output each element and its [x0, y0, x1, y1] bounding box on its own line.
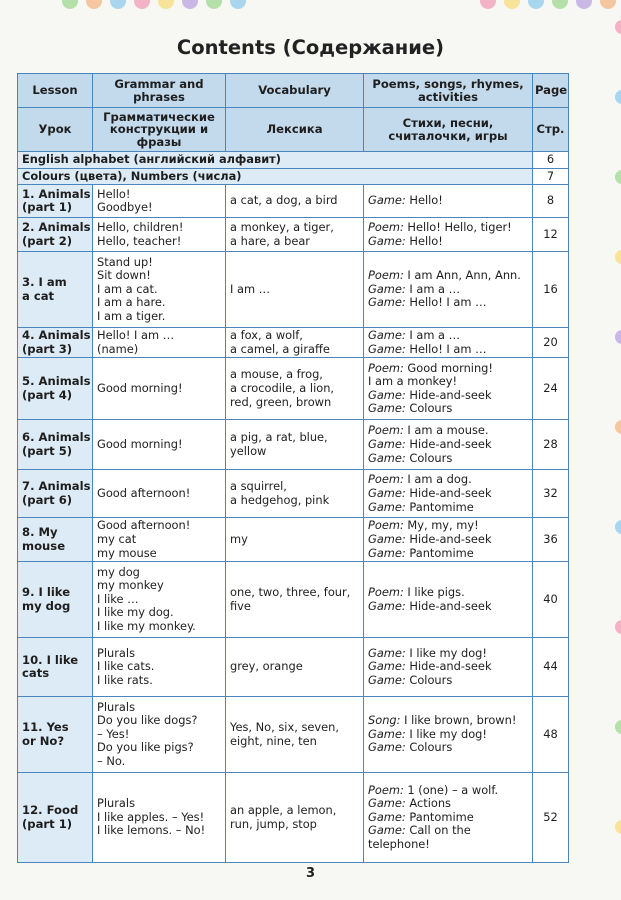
grammar-line: I like my monkey. — [97, 619, 196, 634]
activity-line — [368, 402, 528, 416]
vocabulary-line: run, jump, stop — [230, 816, 317, 831]
lesson-row — [18, 358, 569, 420]
activity-text: Colours — [409, 672, 453, 687]
activity-line — [368, 375, 528, 389]
activity-text: My, my, my! — [407, 518, 479, 533]
activities-cell — [364, 773, 533, 863]
activity-line — [368, 674, 528, 688]
activity-text: Call on the — [409, 823, 471, 838]
vocabulary-line: a hedgehog, pink — [230, 492, 330, 507]
activities-cell — [364, 638, 533, 697]
activity-label: Game: — [368, 531, 406, 546]
activity-line — [368, 343, 528, 357]
grammar-line: Do you like dogs? — [97, 713, 198, 728]
vocabulary-line: a fox, a wolf, — [230, 328, 303, 343]
activity-line — [368, 452, 528, 466]
activity-line — [368, 824, 528, 838]
grammar-line: Good morning! — [97, 381, 183, 396]
activity-text: Pantomime — [409, 545, 474, 560]
activity-line — [368, 586, 528, 600]
vocabulary-line: red, green, brown — [230, 394, 332, 409]
grammar-line: my dog — [97, 564, 140, 579]
activities-cell — [364, 218, 533, 252]
vocabulary-cell — [226, 638, 364, 697]
contents-body — [18, 152, 569, 863]
activity-label: Poem: — [368, 585, 404, 600]
section-row — [18, 168, 569, 185]
grammar-line: Plurals — [97, 645, 136, 660]
activity-label: Poem: — [368, 782, 404, 797]
grammar-cell — [93, 185, 226, 218]
grammar-line: I like … — [97, 591, 139, 606]
grammar-line: my mouse — [97, 545, 157, 560]
activity-text: I like my dog! — [409, 645, 487, 660]
grammar-cell — [93, 358, 226, 420]
activity-label: Game: — [368, 295, 406, 310]
vocabulary-line: a cat, a dog, a bird — [230, 193, 338, 208]
header-row-english — [18, 74, 569, 108]
activity-text: I am a monkey! — [368, 374, 458, 389]
activity-line — [368, 811, 528, 825]
lesson-row — [18, 518, 569, 562]
header-poems-ru: Стихи, песни, считалочки, игры — [364, 108, 533, 152]
activity-label: Game: — [368, 281, 406, 296]
lesson-title-line: 10. I like — [22, 652, 79, 667]
grammar-line: I like lemons. – No! — [97, 823, 206, 838]
activity-label: Poem: — [368, 423, 404, 438]
header-page: Page — [533, 74, 569, 108]
section-title: Colours (цвета), Numbers (числа) — [18, 168, 533, 185]
header-vocabulary-ru: Лексика — [226, 108, 364, 152]
grammar-cell — [93, 470, 226, 518]
header-poems: Poems, songs, rhymes, activities — [364, 74, 533, 108]
lesson-title-line: 12. Food — [22, 803, 79, 818]
activity-text: Hide-and-seek — [409, 486, 492, 501]
lesson-title — [18, 218, 93, 252]
activity-line — [368, 235, 528, 249]
activity-text: I like brown, brown! — [404, 713, 517, 728]
grammar-line: Stand up! — [97, 254, 153, 269]
activity-label: Game: — [368, 401, 406, 416]
vocabulary-line: I am … — [230, 281, 271, 296]
activity-line — [368, 660, 528, 674]
activity-text: Hide-and-seek — [409, 531, 492, 546]
lesson-title — [18, 185, 93, 218]
lesson-title-line: mouse — [22, 538, 66, 553]
vocabulary-cell — [226, 328, 364, 358]
grammar-cell — [93, 562, 226, 638]
activity-label: Song: — [368, 713, 401, 728]
grammar-cell — [93, 518, 226, 562]
activity-line — [368, 438, 528, 452]
activity-label: Game: — [368, 341, 406, 356]
activity-label: Game: — [368, 659, 406, 674]
activity-text: Hide-and-seek — [409, 387, 492, 402]
vocabulary-line: eight, nine, ten — [230, 733, 317, 748]
activity-label: Game: — [368, 796, 406, 811]
section-page: 7 — [533, 168, 569, 185]
page-cell: 32 — [533, 470, 569, 518]
lesson-row — [18, 328, 569, 358]
activity-line — [368, 487, 528, 501]
grammar-line: I like my dog. — [97, 605, 174, 620]
vocabulary-cell — [226, 697, 364, 773]
activity-label: Game: — [368, 809, 406, 824]
lesson-title — [18, 773, 93, 863]
vocabulary-line: grey, orange — [230, 659, 303, 674]
header-row-russian — [18, 108, 569, 152]
grammar-cell — [93, 773, 226, 863]
section-title: English alphabet (английский алфавит) — [18, 152, 533, 169]
page-cell: 48 — [533, 697, 569, 773]
grammar-line: – No. — [97, 754, 126, 769]
activity-label: Poem: — [368, 268, 404, 283]
grammar-line: I like cats. — [97, 659, 155, 674]
grammar-line: I am a tiger. — [97, 309, 166, 324]
grammar-line: my cat — [97, 531, 137, 546]
activity-label: Game: — [368, 645, 406, 660]
section-page: 6 — [533, 152, 569, 169]
grammar-line: Hello! — [97, 186, 131, 201]
activity-label: Game: — [368, 328, 406, 343]
activity-text: Hello! I am … — [409, 341, 487, 356]
page-cell: 8 — [533, 185, 569, 218]
lesson-title-line: (part 3) — [22, 341, 73, 356]
activity-text: Hello! — [409, 233, 443, 248]
lesson-title-line: (part 1) — [22, 816, 73, 831]
activity-label: Game: — [368, 598, 406, 613]
activity-line — [368, 221, 528, 235]
activities-cell — [364, 470, 533, 518]
activity-text: Actions — [409, 796, 451, 811]
activity-line — [368, 389, 528, 403]
activity-line — [368, 283, 528, 297]
activity-text: I am Ann, Ann, Ann. — [407, 268, 521, 283]
grammar-cell — [93, 328, 226, 358]
activity-label: Poem: — [368, 220, 404, 235]
grammar-line: – Yes! — [97, 726, 130, 741]
grammar-line: I like apples. – Yes! — [97, 809, 205, 824]
activity-line — [368, 647, 528, 661]
vocabulary-line: a monkey, a tiger, — [230, 220, 334, 235]
page-cell: 24 — [533, 358, 569, 420]
activity-text: Hello! Hello, tiger! — [407, 220, 512, 235]
activity-line — [368, 797, 528, 811]
grammar-line: Good afternoon! — [97, 518, 191, 533]
activities-cell — [364, 562, 533, 638]
lesson-row — [18, 638, 569, 697]
lesson-title-line: 8. My — [22, 525, 58, 540]
page-cell: 36 — [533, 518, 569, 562]
vocabulary-line: a squirrel, — [230, 479, 287, 494]
grammar-line: Good afternoon! — [97, 486, 191, 501]
lesson-title-line: 9. I like — [22, 585, 71, 600]
activities-cell — [364, 185, 533, 218]
lesson-title-line: (part 6) — [22, 492, 73, 507]
page-number: 3 — [305, 866, 316, 881]
grammar-line: I am a hare. — [97, 295, 166, 310]
page-cell: 20 — [533, 328, 569, 358]
contents-table — [17, 73, 569, 863]
activity-text: Colours — [409, 450, 453, 465]
activity-text: Colours — [409, 401, 453, 416]
activity-label: Game: — [368, 450, 406, 465]
activity-line — [368, 838, 528, 852]
lesson-title-line: 2. Animals — [22, 220, 91, 235]
activities-cell — [364, 518, 533, 562]
activity-line — [368, 714, 528, 728]
page-cell: 28 — [533, 420, 569, 470]
lesson-row — [18, 697, 569, 773]
header-lesson-ru: Урок — [18, 108, 93, 152]
activity-text: Colours — [409, 740, 453, 755]
activity-line — [368, 501, 528, 515]
grammar-cell — [93, 218, 226, 252]
grammar-cell — [93, 638, 226, 697]
header-grammar-ru: Грамматические конструкции и фразы — [93, 108, 226, 152]
activity-text: Hide-and-seek — [409, 437, 492, 452]
lesson-title — [18, 358, 93, 420]
activity-line — [368, 547, 528, 561]
lesson-row — [18, 562, 569, 638]
activity-line — [368, 473, 528, 487]
activity-text: Hide-and-seek — [409, 598, 492, 613]
grammar-cell — [93, 252, 226, 328]
activity-label: Game: — [368, 823, 406, 838]
activity-text: I like my dog! — [409, 726, 487, 741]
lesson-row — [18, 470, 569, 518]
activity-line — [368, 194, 528, 208]
lesson-title-line: 11. Yes — [22, 720, 69, 735]
lesson-title — [18, 518, 93, 562]
vocabulary-line: one, two, three, four, — [230, 585, 351, 600]
activity-line — [368, 600, 528, 614]
activity-text: telephone! — [368, 837, 430, 852]
vocabulary-line: a hare, a bear — [230, 233, 310, 248]
header-page-ru: Стр. — [533, 108, 569, 152]
lesson-title-line: (part 4) — [22, 387, 73, 402]
lesson-title-line: my dog — [22, 598, 71, 613]
activities-cell — [364, 420, 533, 470]
lesson-title — [18, 420, 93, 470]
lesson-title-line: 3. I am — [22, 275, 67, 290]
vocabulary-cell — [226, 218, 364, 252]
vocabulary-line: an apple, a lemon, — [230, 803, 337, 818]
lesson-title-line: 7. Animals — [22, 479, 91, 494]
vocabulary-cell — [226, 185, 364, 218]
lesson-title-line: (part 5) — [22, 443, 73, 458]
activity-label: Poem: — [368, 472, 404, 487]
activity-label: Game: — [368, 387, 406, 402]
activity-text: I am a … — [409, 281, 461, 296]
page-title: Contents (Содержание) — [176, 36, 445, 59]
activity-text: I am a dog. — [407, 472, 472, 487]
vocabulary-line: yellow — [230, 443, 267, 458]
decorative-dots — [0, 0, 621, 16]
grammar-line: Plurals — [97, 699, 136, 714]
vocabulary-line: a mouse, a frog, — [230, 367, 323, 382]
activity-text: 1 (one) – a wolf. — [407, 782, 499, 797]
lesson-title-line: cats — [22, 666, 50, 681]
vocabulary-line: Yes, No, six, seven, — [230, 720, 339, 735]
grammar-line: Hello, children! — [97, 220, 184, 235]
header-grammar: Grammar and phrases — [93, 74, 226, 108]
lesson-row — [18, 420, 569, 470]
lesson-title — [18, 638, 93, 697]
vocabulary-line: my — [230, 531, 248, 546]
activity-line — [368, 329, 528, 343]
activity-line — [368, 362, 528, 376]
lesson-title — [18, 252, 93, 328]
lesson-title-line: or No? — [22, 733, 65, 748]
activity-label: Game: — [368, 233, 406, 248]
grammar-line: Sit down! — [97, 268, 151, 283]
grammar-line: (name) — [97, 341, 139, 356]
vocabulary-line: five — [230, 598, 251, 613]
vocabulary-cell — [226, 470, 364, 518]
activities-cell — [364, 328, 533, 358]
activity-text: I am a … — [409, 328, 461, 343]
header-vocabulary: Vocabulary — [226, 74, 364, 108]
lesson-row — [18, 185, 569, 218]
vocabulary-line: a crocodile, a lion, — [230, 381, 335, 396]
activity-line — [368, 296, 528, 310]
activities-cell — [364, 358, 533, 420]
activity-label: Game: — [368, 486, 406, 501]
lesson-title — [18, 562, 93, 638]
vocabulary-cell — [226, 420, 364, 470]
activity-text: Hello! I am … — [409, 295, 487, 310]
activity-text: Good morning! — [407, 360, 493, 375]
header-lesson: Lesson — [18, 74, 93, 108]
lesson-title-line: 4. Animals — [22, 328, 91, 343]
activity-text: I am a mouse. — [407, 423, 489, 438]
activity-text: I like pigs. — [407, 585, 465, 600]
vocabulary-line: a camel, a giraffe — [230, 341, 330, 356]
activity-label: Poem: — [368, 360, 404, 375]
grammar-cell — [93, 420, 226, 470]
grammar-line: Plurals — [97, 796, 136, 811]
lesson-title-line: (part 1) — [22, 200, 73, 215]
grammar-cell — [93, 697, 226, 773]
activity-text: Pantomime — [409, 499, 474, 514]
vocabulary-cell — [226, 562, 364, 638]
grammar-line: Do you like pigs? — [97, 740, 194, 755]
activity-line — [368, 741, 528, 755]
lesson-title-line: 6. Animals — [22, 430, 91, 445]
activity-line — [368, 519, 528, 533]
section-row — [18, 152, 569, 169]
vocabulary-cell — [226, 358, 364, 420]
vocabulary-cell — [226, 518, 364, 562]
page-cell: 44 — [533, 638, 569, 697]
activity-line — [368, 784, 528, 798]
grammar-line: my monkey — [97, 578, 164, 593]
lesson-row — [18, 218, 569, 252]
activity-label: Game: — [368, 193, 406, 208]
grammar-line: I am a cat. — [97, 281, 158, 296]
vocabulary-cell — [226, 773, 364, 863]
page-cell: 16 — [533, 252, 569, 328]
lesson-row — [18, 773, 569, 863]
lesson-title-line: 5. Animals — [22, 374, 91, 389]
activity-text: Pantomime — [409, 809, 474, 824]
activity-line — [368, 424, 528, 438]
activity-label: Game: — [368, 545, 406, 560]
activity-label: Game: — [368, 499, 406, 514]
activity-text: Hide-and-seek — [409, 659, 492, 674]
activity-label: Game: — [368, 437, 406, 452]
lesson-row — [18, 252, 569, 328]
grammar-line: Hello! I am … — [97, 328, 175, 343]
activities-cell — [364, 697, 533, 773]
lesson-title — [18, 697, 93, 773]
page-cell: 12 — [533, 218, 569, 252]
page-cell: 52 — [533, 773, 569, 863]
grammar-line: Goodbye! — [97, 200, 153, 215]
grammar-line: Good morning! — [97, 437, 183, 452]
grammar-line: I like rats. — [97, 672, 153, 687]
activity-line — [368, 533, 528, 547]
grammar-line: Hello, teacher! — [97, 233, 182, 248]
lesson-title — [18, 328, 93, 358]
activity-label: Game: — [368, 672, 406, 687]
vocabulary-line: a pig, a rat, blue, — [230, 430, 328, 445]
page-cell: 40 — [533, 562, 569, 638]
activity-line — [368, 728, 528, 742]
lesson-title-line: (part 2) — [22, 233, 73, 248]
activity-line — [368, 269, 528, 283]
lesson-title-line: 1. Animals — [22, 186, 91, 201]
vocabulary-cell — [226, 252, 364, 328]
activity-label: Poem: — [368, 518, 404, 533]
activity-label: Game: — [368, 726, 406, 741]
activities-cell — [364, 252, 533, 328]
lesson-title-line: a cat — [22, 288, 55, 303]
lesson-title — [18, 470, 93, 518]
activity-text: Hello! — [409, 193, 443, 208]
activity-label: Game: — [368, 740, 406, 755]
